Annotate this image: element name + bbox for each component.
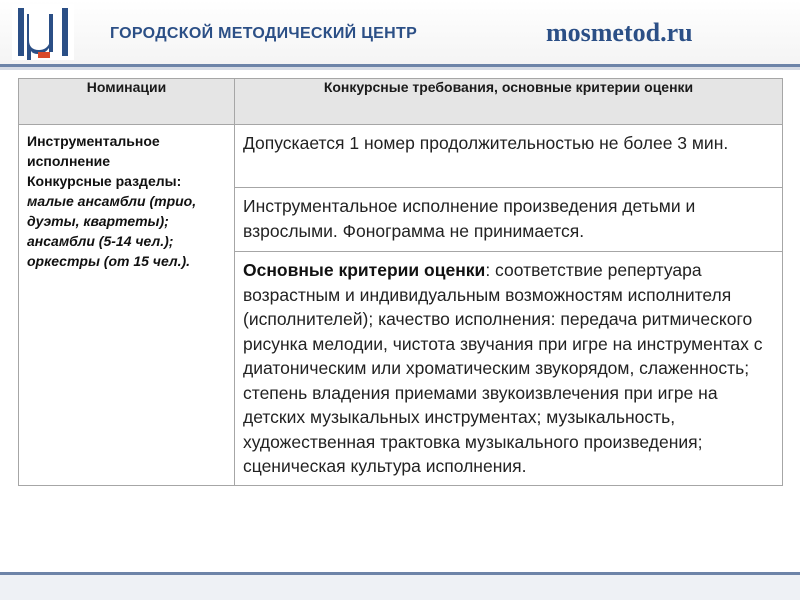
nomination-title: Инструментальное исполнение [27, 133, 160, 169]
sections-list: малые ансамбли (трио, дуэты, квартеты); ансамбли (5-14 чел.); оркестры (от 15 чел.). [27, 193, 197, 269]
nomination-cell [19, 125, 235, 486]
table-header-row [19, 79, 783, 125]
mu-letter-logo-icon [12, 4, 74, 60]
table-row [19, 125, 783, 188]
page-header [0, 0, 800, 70]
column-header-nominations: Номинации [19, 79, 235, 125]
criteria-text: : соответствие репертуара возрастным и индивидуальным возможностям исполнителя (исполнителей); качество исполнения: передача ритмического рисунка мелодии, чистота звучания при игре на инструментах с диатоническим или хроматическим звукорядом, слаженность; степень владения приемами звукоизвлечения при игре на детских музыкальных инструментах; музыкальность, художественная трактовка музыкального произведения; сценическая культура исполнения. [243, 260, 763, 476]
nominations-table [18, 78, 783, 486]
requirement-duration: Допускается 1 номер продолжительностью не более 3 мин. [235, 125, 783, 188]
sections-label: Конкурсные разделы: [27, 173, 182, 189]
column-header-requirements: Конкурсные требования, основные критерии оценки [235, 79, 783, 125]
header-site-link[interactable]: mosmetod.ru [546, 18, 693, 47]
criteria-label: Основные критерии оценки [243, 260, 486, 280]
nomination-sections [27, 171, 226, 271]
header-divider-shade [0, 67, 800, 70]
criteria-cell [235, 252, 783, 486]
requirement-performance: Инструментальное исполнение произведения детьми и взрослыми. Фонограмма не принимается. [235, 188, 783, 252]
footer-band [0, 575, 800, 600]
header-title: ГОРОДСКОЙ МЕТОДИЧЕСКИЙ ЦЕНТР [110, 25, 418, 42]
